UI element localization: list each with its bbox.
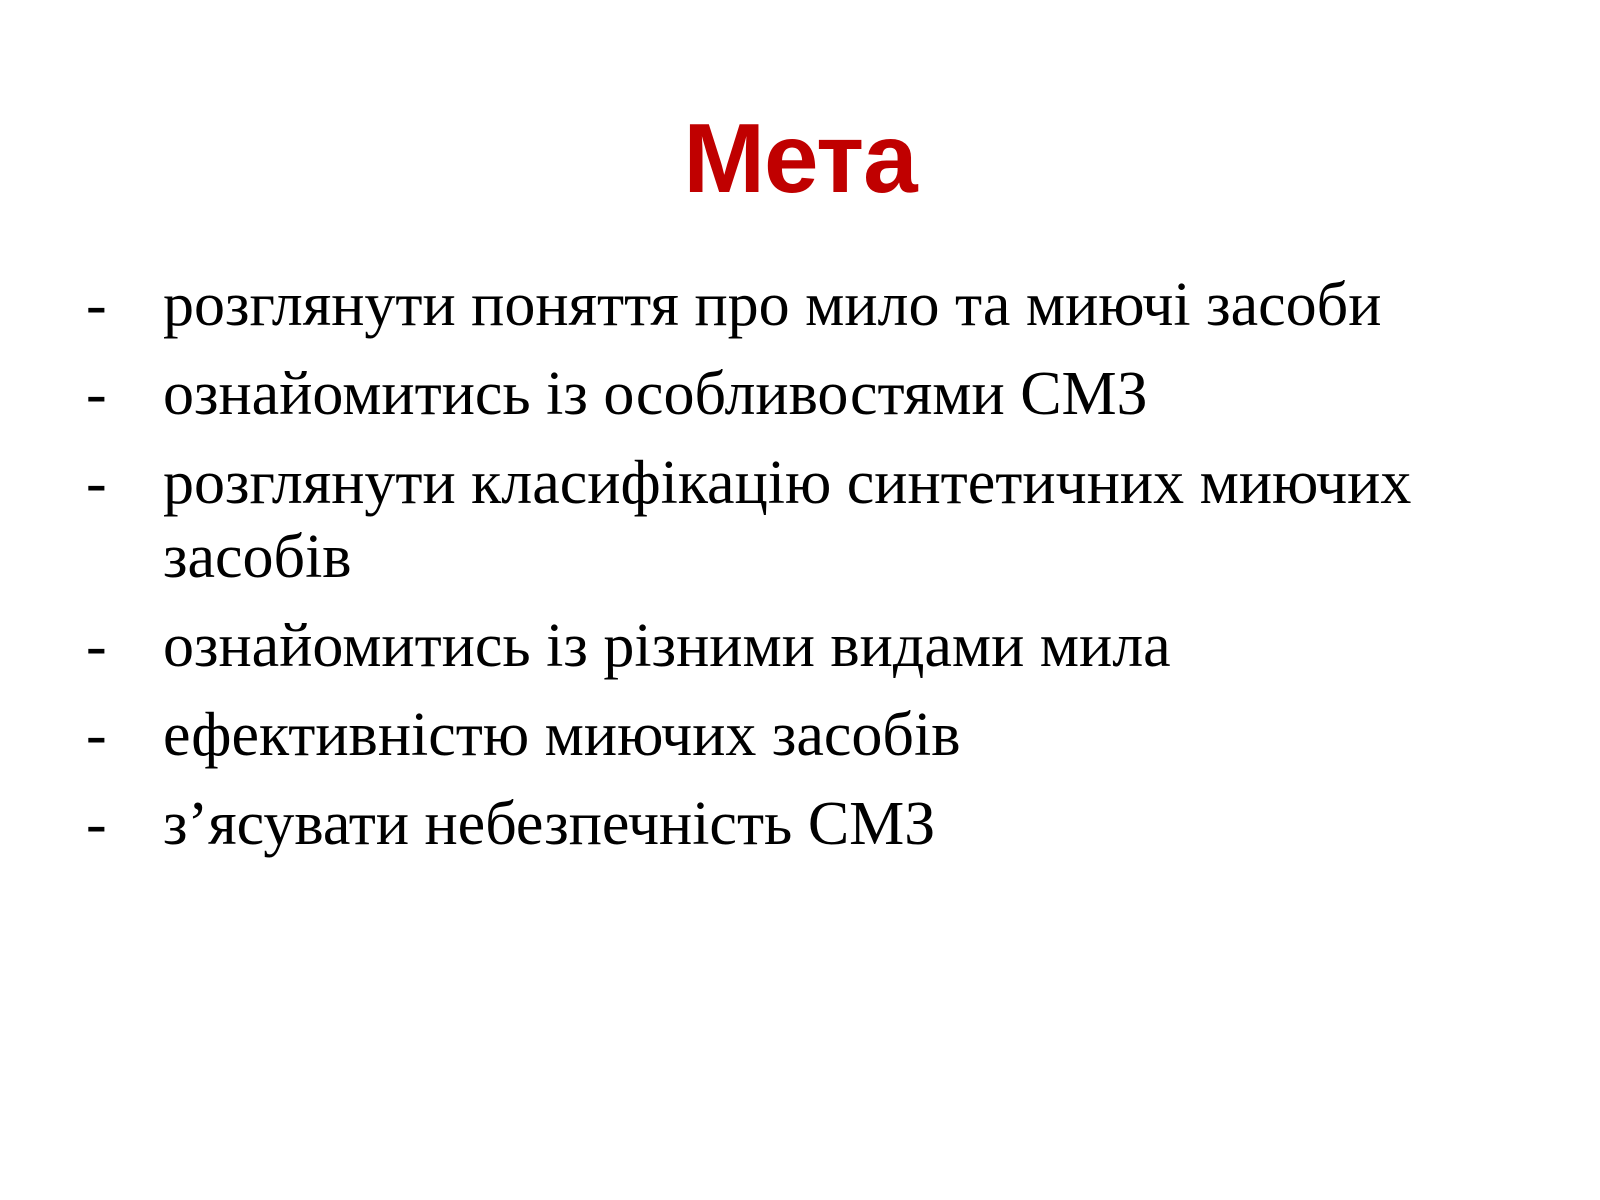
goals-list [0,268,1600,876]
bullet-dash: - [86,271,107,339]
list-item [0,698,1453,772]
list-item [0,609,1453,683]
goal-text: з’ясувати небезпечність СМЗ [163,790,936,858]
list-item [0,357,1453,431]
slide-title: Мета [683,103,917,213]
bullet-dash: - [86,360,107,428]
goal-text: розглянути класифікацію синтетичних миючих засобів [163,449,1412,591]
list-item [0,446,1453,594]
list-item [0,268,1453,342]
bullet-dash: - [86,701,107,769]
goal-text: ефективністю миючих засобів [163,701,961,769]
bullet-dash: - [86,790,107,858]
goal-text: ознайомитись із особливостями СМЗ [163,360,1148,428]
bullet-dash: - [86,449,107,517]
bullet-dash: - [86,612,107,680]
list-item [0,787,1453,861]
goal-text: ознайомитись із різними видами мила [163,612,1171,680]
goal-text: розглянути поняття про мило та миючі засоби [163,271,1382,339]
